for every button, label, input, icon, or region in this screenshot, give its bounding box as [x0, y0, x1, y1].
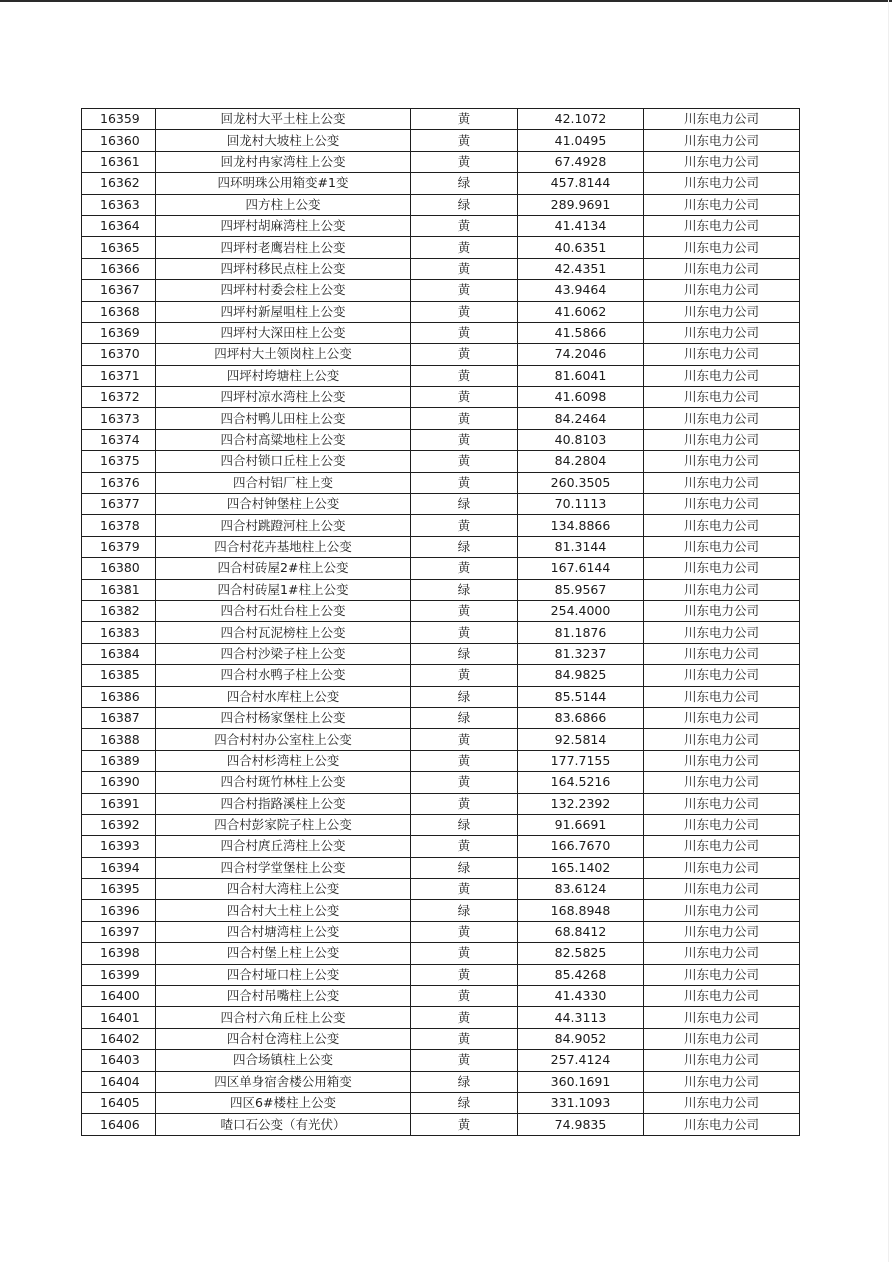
company-cell: 川东电力公司 [644, 750, 800, 771]
row-id-cell: 16360 [82, 130, 156, 151]
transformer-name-cell: 四合村石灶台柱上公变 [156, 600, 411, 621]
table-row [82, 665, 800, 686]
table-row [82, 686, 800, 707]
capacity-value-cell: 167.6144 [518, 558, 644, 579]
level-cell: 黄 [411, 622, 518, 643]
capacity-value-cell: 331.1093 [518, 1092, 644, 1113]
row-id-cell: 16406 [82, 1114, 156, 1135]
company-cell: 川东电力公司 [644, 943, 800, 964]
table-row [82, 365, 800, 386]
level-cell: 黄 [411, 558, 518, 579]
row-id-cell: 16372 [82, 387, 156, 408]
transformer-name-cell: 四合村砖屋2#柱上公变 [156, 558, 411, 579]
table-row [82, 280, 800, 301]
company-cell: 川东电力公司 [644, 1007, 800, 1028]
transformer-name-cell: 四合村庹丘湾柱上公变 [156, 836, 411, 857]
row-id-cell: 16382 [82, 600, 156, 621]
company-cell: 川东电力公司 [644, 836, 800, 857]
capacity-value-cell: 74.2046 [518, 344, 644, 365]
row-id-cell: 16373 [82, 408, 156, 429]
capacity-value-cell: 85.5144 [518, 686, 644, 707]
level-cell: 黄 [411, 109, 518, 130]
capacity-value-cell: 81.3144 [518, 536, 644, 557]
table-row [82, 964, 800, 985]
level-cell: 黄 [411, 429, 518, 450]
company-cell: 川东电力公司 [644, 515, 800, 536]
row-id-cell: 16374 [82, 429, 156, 450]
transformer-name-cell: 四合村水库柱上公变 [156, 686, 411, 707]
row-id-cell: 16397 [82, 921, 156, 942]
table-row [82, 258, 800, 279]
capacity-value-cell: 41.5866 [518, 322, 644, 343]
company-cell: 川东电力公司 [644, 686, 800, 707]
transformer-name-cell: 四合村跳蹬河柱上公变 [156, 515, 411, 536]
level-cell: 黄 [411, 1028, 518, 1049]
capacity-value-cell: 81.3237 [518, 643, 644, 664]
table-row [82, 814, 800, 835]
level-cell: 黄 [411, 750, 518, 771]
level-cell: 绿 [411, 494, 518, 515]
transformer-name-cell: 四坪村凉水湾柱上公变 [156, 387, 411, 408]
level-cell: 黄 [411, 1050, 518, 1071]
company-cell: 川东电力公司 [644, 1092, 800, 1113]
company-cell: 川东电力公司 [644, 344, 800, 365]
table-row [82, 729, 800, 750]
table-row [82, 194, 800, 215]
transformer-name-cell: 四坪村大深田柱上公变 [156, 322, 411, 343]
level-cell: 黄 [411, 1114, 518, 1135]
capacity-value-cell: 164.5216 [518, 772, 644, 793]
capacity-value-cell: 132.2392 [518, 793, 644, 814]
table-row [82, 151, 800, 172]
table-row [82, 943, 800, 964]
row-id-cell: 16391 [82, 793, 156, 814]
row-id-cell: 16359 [82, 109, 156, 130]
table-row [82, 836, 800, 857]
transformer-name-cell: 四合村铝厂柱上变 [156, 472, 411, 493]
level-cell: 黄 [411, 836, 518, 857]
capacity-value-cell: 360.1691 [518, 1071, 644, 1092]
capacity-value-cell: 134.8866 [518, 515, 644, 536]
row-id-cell: 16394 [82, 857, 156, 878]
capacity-value-cell: 84.2464 [518, 408, 644, 429]
company-cell: 川东电力公司 [644, 429, 800, 450]
capacity-value-cell: 41.6062 [518, 301, 644, 322]
row-id-cell: 16376 [82, 472, 156, 493]
table-row [82, 344, 800, 365]
level-cell: 绿 [411, 173, 518, 194]
transformer-name-cell: 四坪村移民点柱上公变 [156, 258, 411, 279]
table-row [82, 857, 800, 878]
transformer-name-cell: 四合村水鸭子柱上公变 [156, 665, 411, 686]
company-cell: 川东电力公司 [644, 408, 800, 429]
company-cell: 川东电力公司 [644, 622, 800, 643]
company-cell: 川东电力公司 [644, 921, 800, 942]
transformer-name-cell: 四合村堡上柱上公变 [156, 943, 411, 964]
row-id-cell: 16392 [82, 814, 156, 835]
level-cell: 黄 [411, 964, 518, 985]
row-id-cell: 16365 [82, 237, 156, 258]
row-id-cell: 16403 [82, 1050, 156, 1071]
table-row [82, 408, 800, 429]
company-cell: 川东电力公司 [644, 900, 800, 921]
table-row [82, 215, 800, 236]
capacity-value-cell: 81.1876 [518, 622, 644, 643]
capacity-value-cell: 254.4000 [518, 600, 644, 621]
company-cell: 川东电力公司 [644, 729, 800, 750]
row-id-cell: 16404 [82, 1071, 156, 1092]
row-id-cell: 16389 [82, 750, 156, 771]
table-row [82, 1007, 800, 1028]
transformer-name-cell: 四合村村办公室柱上公变 [156, 729, 411, 750]
capacity-value-cell: 40.6351 [518, 237, 644, 258]
row-id-cell: 16386 [82, 686, 156, 707]
level-cell: 绿 [411, 1092, 518, 1113]
table-row [82, 1050, 800, 1071]
level-cell: 黄 [411, 130, 518, 151]
transformer-name-cell: 四合村钟堡柱上公变 [156, 494, 411, 515]
company-cell: 川东电力公司 [644, 643, 800, 664]
capacity-value-cell: 177.7155 [518, 750, 644, 771]
capacity-value-cell: 83.6124 [518, 879, 644, 900]
table-row [82, 750, 800, 771]
table-row [82, 600, 800, 621]
level-cell: 黄 [411, 387, 518, 408]
row-id-cell: 16405 [82, 1092, 156, 1113]
level-cell: 绿 [411, 1071, 518, 1092]
company-cell: 川东电力公司 [644, 472, 800, 493]
capacity-value-cell: 44.3113 [518, 1007, 644, 1028]
row-id-cell: 16402 [82, 1028, 156, 1049]
transformer-name-cell: 四合村垭口柱上公变 [156, 964, 411, 985]
table-row [82, 793, 800, 814]
level-cell: 黄 [411, 729, 518, 750]
level-cell: 黄 [411, 408, 518, 429]
company-cell: 川东电力公司 [644, 707, 800, 728]
company-cell: 川东电力公司 [644, 365, 800, 386]
table-row [82, 1114, 800, 1135]
company-cell: 川东电力公司 [644, 494, 800, 515]
company-cell: 川东电力公司 [644, 109, 800, 130]
company-cell: 川东电力公司 [644, 130, 800, 151]
transformer-name-cell: 四合村塘湾柱上公变 [156, 921, 411, 942]
capacity-value-cell: 41.4330 [518, 986, 644, 1007]
transformer-name-cell: 四合村沙梁子柱上公变 [156, 643, 411, 664]
row-id-cell: 16383 [82, 622, 156, 643]
level-cell: 黄 [411, 365, 518, 386]
level-cell: 黄 [411, 451, 518, 472]
table-row [82, 986, 800, 1007]
capacity-value-cell: 92.5814 [518, 729, 644, 750]
company-cell: 川东电力公司 [644, 793, 800, 814]
company-cell: 川东电力公司 [644, 258, 800, 279]
row-id-cell: 16368 [82, 301, 156, 322]
capacity-value-cell: 41.4134 [518, 215, 644, 236]
transformer-name-cell: 四坪村新屋咀柱上公变 [156, 301, 411, 322]
transformer-name-cell: 回龙村冉家湾柱上公变 [156, 151, 411, 172]
row-id-cell: 16399 [82, 964, 156, 985]
table-row [82, 109, 800, 130]
company-cell: 川东电力公司 [644, 280, 800, 301]
row-id-cell: 16369 [82, 322, 156, 343]
level-cell: 绿 [411, 707, 518, 728]
table-row [82, 622, 800, 643]
transformer-name-cell: 四合村高粱地柱上公变 [156, 429, 411, 450]
capacity-value-cell: 257.4124 [518, 1050, 644, 1071]
company-cell: 川东电力公司 [644, 772, 800, 793]
capacity-value-cell: 42.1072 [518, 109, 644, 130]
level-cell: 黄 [411, 151, 518, 172]
company-cell: 川东电力公司 [644, 879, 800, 900]
capacity-value-cell: 168.8948 [518, 900, 644, 921]
company-cell: 川东电力公司 [644, 387, 800, 408]
transformer-table [81, 108, 800, 1136]
transformer-name-cell: 四坪村垮塘柱上公变 [156, 365, 411, 386]
transformer-name-cell: 四合村鸭儿田柱上公变 [156, 408, 411, 429]
transformer-name-cell: 四合村学堂堡柱上公变 [156, 857, 411, 878]
capacity-value-cell: 91.6691 [518, 814, 644, 835]
transformer-name-cell: 四环明珠公用箱变#1变 [156, 173, 411, 194]
level-cell: 黄 [411, 772, 518, 793]
transformer-name-cell: 四坪村胡麻湾柱上公变 [156, 215, 411, 236]
transformer-name-cell: 四合村仓湾柱上公变 [156, 1028, 411, 1049]
capacity-value-cell: 457.8144 [518, 173, 644, 194]
capacity-value-cell: 165.1402 [518, 857, 644, 878]
transformer-name-cell: 回龙村大平土柱上公变 [156, 109, 411, 130]
company-cell: 川东电力公司 [644, 451, 800, 472]
row-id-cell: 16398 [82, 943, 156, 964]
row-id-cell: 16401 [82, 1007, 156, 1028]
level-cell: 黄 [411, 665, 518, 686]
row-id-cell: 16371 [82, 365, 156, 386]
row-id-cell: 16381 [82, 579, 156, 600]
transformer-name-cell: 四合村斑竹林柱上公变 [156, 772, 411, 793]
transformer-name-cell: 四合村杉湾柱上公变 [156, 750, 411, 771]
company-cell: 川东电力公司 [644, 1050, 800, 1071]
capacity-value-cell: 43.9464 [518, 280, 644, 301]
row-id-cell: 16385 [82, 665, 156, 686]
level-cell: 黄 [411, 322, 518, 343]
page-right-edge [888, 0, 889, 1262]
company-cell: 川东电力公司 [644, 579, 800, 600]
level-cell: 绿 [411, 686, 518, 707]
page-top-border [0, 0, 892, 2]
transformer-name-cell: 四合村吊嘴柱上公变 [156, 986, 411, 1007]
row-id-cell: 16378 [82, 515, 156, 536]
table-row [82, 879, 800, 900]
company-cell: 川东电力公司 [644, 558, 800, 579]
table-row [82, 173, 800, 194]
capacity-value-cell: 85.4268 [518, 964, 644, 985]
transformer-name-cell: 四合村六角丘柱上公变 [156, 1007, 411, 1028]
table-row [82, 1028, 800, 1049]
row-id-cell: 16375 [82, 451, 156, 472]
level-cell: 黄 [411, 943, 518, 964]
transformer-name-cell: 四合场镇柱上公变 [156, 1050, 411, 1071]
row-id-cell: 16393 [82, 836, 156, 857]
transformer-name-cell: 回龙村大坡柱上公变 [156, 130, 411, 151]
company-cell: 川东电力公司 [644, 1071, 800, 1092]
table-row [82, 772, 800, 793]
row-id-cell: 16387 [82, 707, 156, 728]
transformer-name-cell: 四坪村老鹰岩柱上公变 [156, 237, 411, 258]
company-cell: 川东电力公司 [644, 536, 800, 557]
transformer-name-cell: 四合村锁口丘柱上公变 [156, 451, 411, 472]
company-cell: 川东电力公司 [644, 1028, 800, 1049]
capacity-value-cell: 82.5825 [518, 943, 644, 964]
level-cell: 绿 [411, 579, 518, 600]
capacity-value-cell: 81.6041 [518, 365, 644, 386]
capacity-value-cell: 74.9835 [518, 1114, 644, 1135]
company-cell: 川东电力公司 [644, 194, 800, 215]
row-id-cell: 16370 [82, 344, 156, 365]
transformer-name-cell: 四区6#楼柱上公变 [156, 1092, 411, 1113]
level-cell: 黄 [411, 472, 518, 493]
table-row [82, 579, 800, 600]
company-cell: 川东电力公司 [644, 814, 800, 835]
table-row [82, 1092, 800, 1113]
level-cell: 黄 [411, 879, 518, 900]
row-id-cell: 16366 [82, 258, 156, 279]
level-cell: 绿 [411, 814, 518, 835]
level-cell: 绿 [411, 643, 518, 664]
row-id-cell: 16379 [82, 536, 156, 557]
capacity-value-cell: 42.4351 [518, 258, 644, 279]
transformer-name-cell: 四合村瓦泥榜柱上公变 [156, 622, 411, 643]
capacity-value-cell: 260.3505 [518, 472, 644, 493]
capacity-value-cell: 84.9052 [518, 1028, 644, 1049]
capacity-value-cell: 85.9567 [518, 579, 644, 600]
company-cell: 川东电力公司 [644, 857, 800, 878]
capacity-value-cell: 70.1113 [518, 494, 644, 515]
table-row [82, 451, 800, 472]
level-cell: 黄 [411, 237, 518, 258]
transformer-name-cell: 四方柱上公变 [156, 194, 411, 215]
capacity-value-cell: 68.8412 [518, 921, 644, 942]
level-cell: 黄 [411, 793, 518, 814]
row-id-cell: 16400 [82, 986, 156, 1007]
row-id-cell: 16390 [82, 772, 156, 793]
capacity-value-cell: 41.0495 [518, 130, 644, 151]
transformer-name-cell: 四合村花卉基地柱上公变 [156, 536, 411, 557]
capacity-value-cell: 84.9825 [518, 665, 644, 686]
level-cell: 绿 [411, 857, 518, 878]
table-row [82, 558, 800, 579]
level-cell: 黄 [411, 280, 518, 301]
table-row [82, 921, 800, 942]
capacity-value-cell: 40.8103 [518, 429, 644, 450]
capacity-value-cell: 166.7670 [518, 836, 644, 857]
row-id-cell: 16395 [82, 879, 156, 900]
row-id-cell: 16388 [82, 729, 156, 750]
level-cell: 黄 [411, 600, 518, 621]
table-row [82, 130, 800, 151]
company-cell: 川东电力公司 [644, 215, 800, 236]
company-cell: 川东电力公司 [644, 173, 800, 194]
table-row [82, 643, 800, 664]
table-row [82, 515, 800, 536]
level-cell: 绿 [411, 536, 518, 557]
row-id-cell: 16396 [82, 900, 156, 921]
level-cell: 绿 [411, 194, 518, 215]
row-id-cell: 16380 [82, 558, 156, 579]
company-cell: 川东电力公司 [644, 301, 800, 322]
table-row [82, 707, 800, 728]
level-cell: 黄 [411, 301, 518, 322]
transformer-name-cell: 四区单身宿舍楼公用箱变 [156, 1071, 411, 1092]
table-row [82, 429, 800, 450]
company-cell: 川东电力公司 [644, 237, 800, 258]
row-id-cell: 16361 [82, 151, 156, 172]
row-id-cell: 16384 [82, 643, 156, 664]
level-cell: 黄 [411, 515, 518, 536]
level-cell: 黄 [411, 921, 518, 942]
level-cell: 黄 [411, 1007, 518, 1028]
company-cell: 川东电力公司 [644, 986, 800, 1007]
table-row [82, 387, 800, 408]
transformer-name-cell: 四合村大湾柱上公变 [156, 879, 411, 900]
capacity-value-cell: 67.4928 [518, 151, 644, 172]
table-body [82, 109, 800, 1136]
transformer-name-cell: 四合村大土柱上公变 [156, 900, 411, 921]
table-row [82, 1071, 800, 1092]
company-cell: 川东电力公司 [644, 1114, 800, 1135]
transformer-name-cell: 喳口石公变（有光伏） [156, 1114, 411, 1135]
row-id-cell: 16364 [82, 215, 156, 236]
table-row [82, 237, 800, 258]
capacity-value-cell: 41.6098 [518, 387, 644, 408]
row-id-cell: 16367 [82, 280, 156, 301]
level-cell: 黄 [411, 986, 518, 1007]
transformer-name-cell: 四合村杨家堡柱上公变 [156, 707, 411, 728]
table-row [82, 322, 800, 343]
company-cell: 川东电力公司 [644, 665, 800, 686]
level-cell: 黄 [411, 215, 518, 236]
level-cell: 黄 [411, 344, 518, 365]
table-row [82, 536, 800, 557]
transformer-name-cell: 四合村砖屋1#柱上公变 [156, 579, 411, 600]
transformer-name-cell: 四合村指路溪柱上公变 [156, 793, 411, 814]
company-cell: 川东电力公司 [644, 964, 800, 985]
row-id-cell: 16377 [82, 494, 156, 515]
level-cell: 黄 [411, 258, 518, 279]
transformer-name-cell: 四坪村大土领岗柱上公变 [156, 344, 411, 365]
table-row [82, 494, 800, 515]
capacity-value-cell: 289.9691 [518, 194, 644, 215]
table-row [82, 301, 800, 322]
company-cell: 川东电力公司 [644, 600, 800, 621]
table-row [82, 900, 800, 921]
level-cell: 绿 [411, 900, 518, 921]
company-cell: 川东电力公司 [644, 151, 800, 172]
row-id-cell: 16362 [82, 173, 156, 194]
company-cell: 川东电力公司 [644, 322, 800, 343]
transformer-name-cell: 四合村彭家院子柱上公变 [156, 814, 411, 835]
capacity-value-cell: 83.6866 [518, 707, 644, 728]
row-id-cell: 16363 [82, 194, 156, 215]
table-row [82, 472, 800, 493]
transformer-name-cell: 四坪村村委会柱上公变 [156, 280, 411, 301]
capacity-value-cell: 84.2804 [518, 451, 644, 472]
